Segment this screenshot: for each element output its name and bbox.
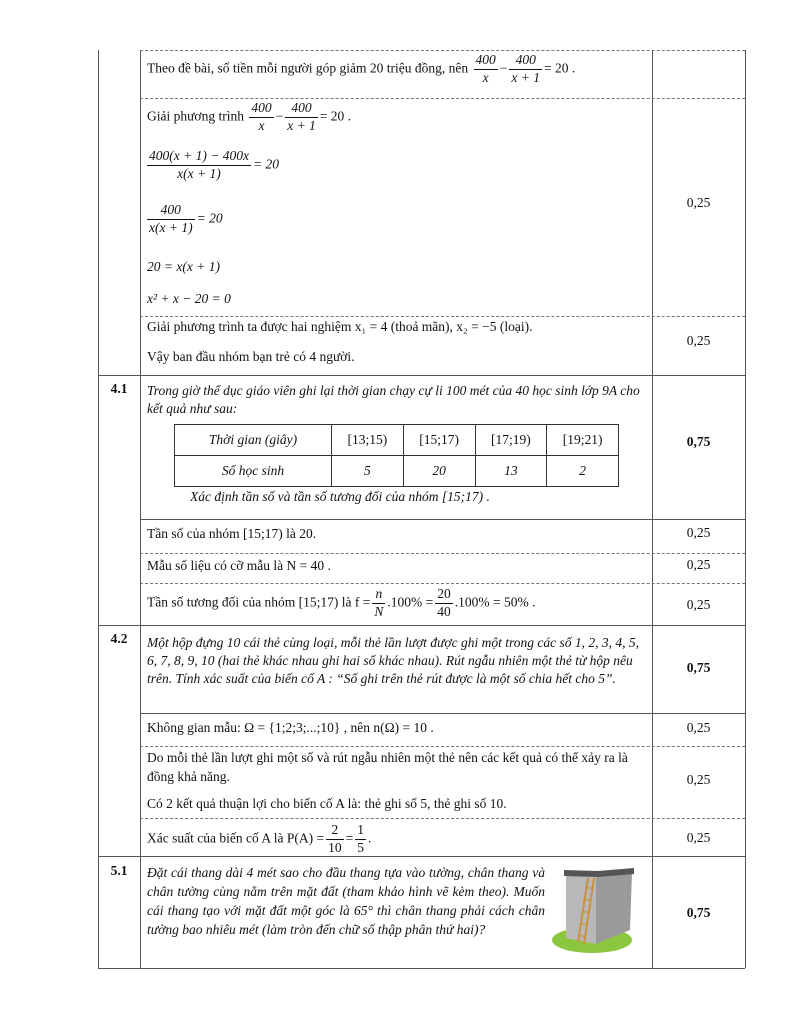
row-divider [140, 746, 745, 747]
points: 0,25 [686, 333, 711, 348]
points: 0,25 [686, 830, 711, 845]
conclusion: Vậy ban đầu nhóm bạn trẻ có 4 người. [147, 349, 355, 364]
table-row [175, 425, 619, 456]
table-border-right [745, 50, 746, 968]
row-divider [140, 50, 745, 51]
equation-step-2: $\frac{400}{x(x + 1)}$ = 20 [149, 202, 223, 235]
question-ask: Xác định tần số và tần số tương đối của nhóm [15;17) . [190, 489, 490, 504]
equation-step-3: 20 = x(x + 1) [147, 259, 220, 274]
answer-step: Xác suất của biến cố A là P(A) = $\frac{2}{10}$ = $\frac{1}{5}$ . [147, 822, 372, 855]
row-divider [140, 316, 745, 317]
answer-step: Tần số của nhóm [15;17) là 20. [147, 526, 317, 541]
table-cell: Số học sinh [175, 456, 332, 487]
points: 0,75 [686, 660, 711, 675]
question-prompt: Trong giờ thể dục giáo viên ghi lại thời gian chạy cự li 100 mét của 40 học sinh lớp 9A cho kết quả như sau: [147, 383, 640, 416]
row-divider [140, 98, 745, 99]
table-cell: [13;15) [332, 425, 404, 456]
equation-tail: = 20 . [544, 60, 576, 76]
points: 0,25 [686, 525, 711, 540]
operator: − [499, 60, 508, 76]
table-cell: Thời gian (giây) [175, 425, 332, 456]
table-cell: [19;21) [547, 425, 619, 456]
answer-step: Có 2 kết quả thuận lợi cho biến cố A là: thẻ ghi số 5, thẻ ghi số 10. [147, 796, 507, 811]
table-row [175, 456, 619, 487]
points: 0,25 [686, 720, 711, 735]
step-text: Giải phương trình [147, 108, 244, 124]
answer-step: Do mỗi thẻ lần lượt ghi một số và rút ngẫu nhiên một thẻ nên các kết quả có thể xảy ra là đồng khả năng. [147, 750, 628, 784]
question-number: 5.1 [110, 863, 128, 878]
table-cell: 20 [403, 456, 475, 487]
table-cell: 13 [475, 456, 547, 487]
fraction: $\frac{400}{x + 1}$ [511, 52, 541, 85]
fraction: $\frac{20}{40}$ [437, 586, 451, 619]
fraction: $\frac{400}{x}$ [251, 100, 272, 133]
points: 0,25 [686, 557, 711, 572]
solve-equation-intro [147, 100, 351, 135]
ladder-wall-illustration [552, 868, 636, 954]
row-divider [98, 625, 745, 626]
roots-statement: Giải phương trình ta được hai nghiệm x₁ = 4 (thoả mãn), x₂ = −5 (loại). [147, 319, 533, 334]
answer-step: Mẫu số liệu có cỡ mẫu là N = 40 . [147, 558, 331, 573]
points: 0,25 [686, 772, 711, 787]
answer-step: Tần số tương đối của nhóm [15;17) là f = $\frac{n}{N}$ .100% = $\frac{20}{40}$ .100% = 50% . [147, 586, 536, 619]
equation-step-4: x² + x − 20 = 0 [147, 291, 231, 306]
equation-step-1: $\frac{400(x + 1) - 400x}{x(x + 1)}$ = 20 [149, 148, 279, 181]
question-number: 4.1 [110, 381, 128, 396]
fraction: $\frac{400}{x + 1}$ [287, 100, 316, 133]
question-number: 4.2 [110, 631, 128, 646]
row-divider [140, 583, 745, 584]
table-border-bottom [98, 968, 745, 969]
fraction: $\frac{n}{N}$ [374, 586, 384, 619]
points: 0,75 [686, 434, 711, 449]
question-prompt: Một hộp đựng 10 cái thẻ cùng loại, mỗi thẻ lần lượt được ghi một trong các số 1, 2, 3, 4, 5, 6, 7, 8, 9, 10 (hai thẻ khác nhau ghi hai số khác nhau). Rút ngẫu nhiên một thẻ từ hộp nêu trên. Tính xác suất của biến cố A : “Số ghi trên thẻ rút được là một số chia hết cho 5”. [147, 635, 639, 687]
fraction: $\frac{400}{x}$ [475, 52, 496, 85]
answer-step: Không gian mẫu: Ω = {1;2;3;...;10} , nên n(Ω) = 10 . [147, 720, 434, 735]
row-divider [140, 713, 745, 714]
table-cell: [17;19) [475, 425, 547, 456]
points: 0,75 [686, 905, 711, 920]
row-divider [140, 553, 745, 554]
table-cell: [15;17) [403, 425, 475, 456]
points: 0,25 [686, 597, 711, 612]
operator: − [275, 108, 284, 124]
row-divider [140, 519, 745, 520]
row-divider [98, 375, 745, 376]
table-border-left [98, 50, 99, 968]
points: 0,25 [686, 195, 711, 210]
table-cell: 2 [547, 456, 619, 487]
fraction: $\frac{2}{10}$ [328, 822, 342, 855]
frequency-table [174, 424, 619, 487]
fraction: $\frac{400(x + 1) - 400x}{x(x + 1)}$ [149, 148, 249, 181]
fraction: $\frac{1}{5}$ [357, 822, 364, 855]
table-cell: 5 [332, 456, 404, 487]
step-text: Theo đề bài, số tiền mỗi người góp giảm 20 triệu đồng, nên [147, 60, 469, 76]
step-statement [147, 52, 575, 87]
equation-tail: = 20 . [319, 108, 352, 124]
column-divider [140, 50, 141, 968]
question-prompt: Đặt cái thang dài 4 mét sao cho đầu thang tựa vào tường, chân thang và chân tường cùng nằm trên mặt đất (tham khảo hình vẽ kèm theo). Muốn cái thang tạo với mặt đất một góc là 65° thì chân thang phải cách chân tường bao nhiêu mét (làm tròn đến chữ số thập phân thứ hai)? [147, 865, 545, 937]
fraction: $\frac{400}{x(x + 1)}$ [149, 202, 193, 235]
row-divider [140, 818, 745, 819]
